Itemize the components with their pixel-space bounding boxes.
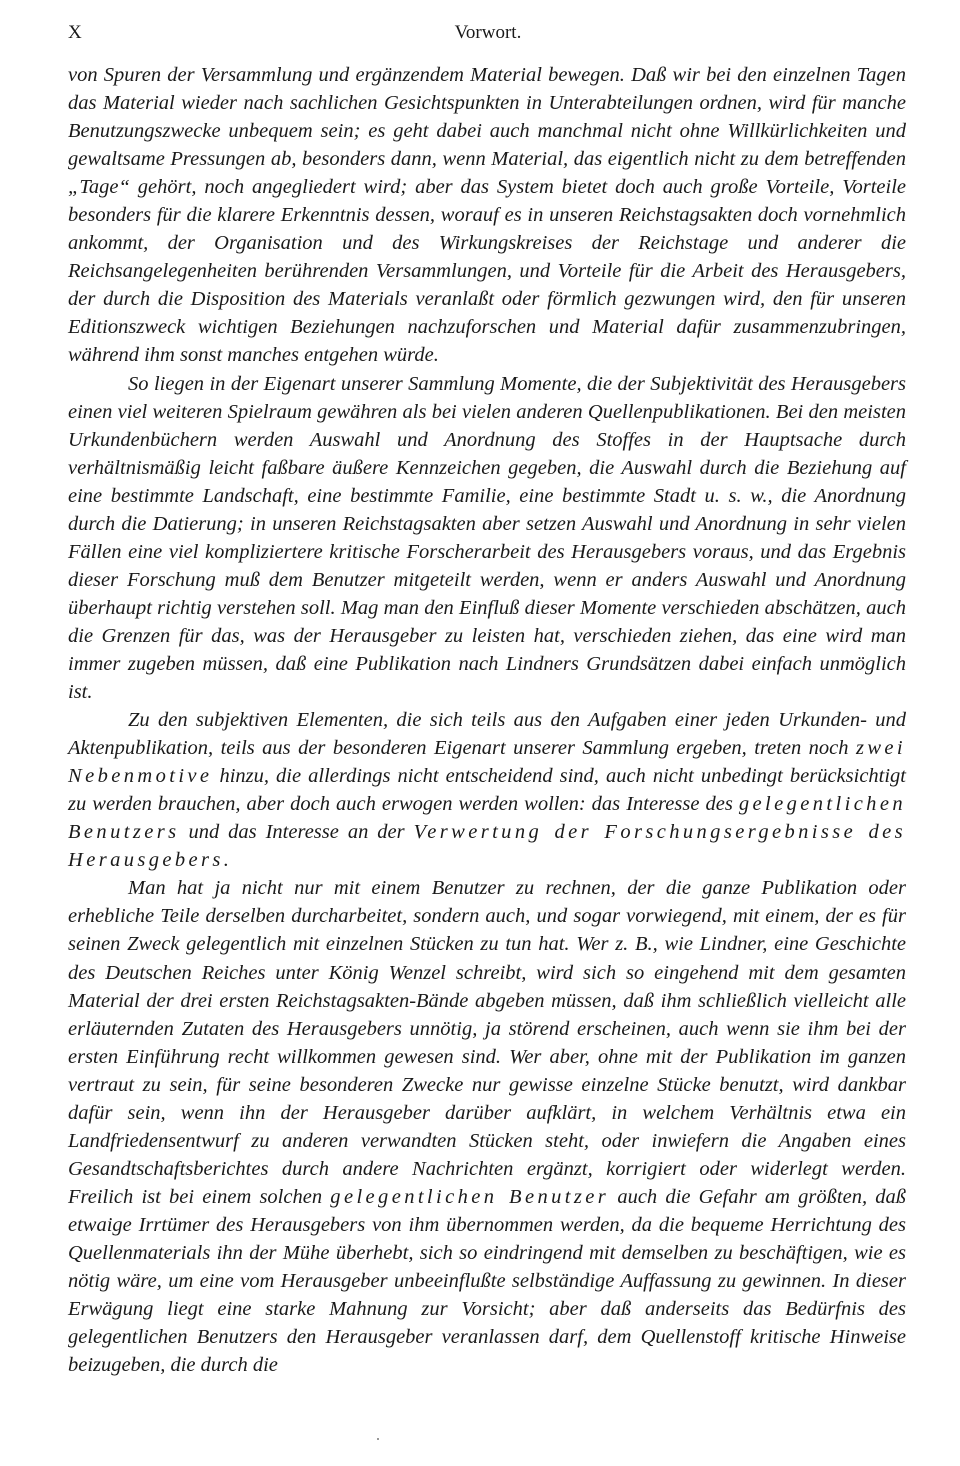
spaced-emphasis: Verwertung der Forschungsergebnisse des Herausgebers. bbox=[68, 821, 907, 872]
body-text bbox=[68, 61, 906, 1379]
print-speck bbox=[377, 1438, 379, 1440]
spaced-emphasis: zwei Nebenmotive bbox=[68, 737, 906, 788]
text-run: Zu den subjektiven Elementen, die sich teils aus den Aufgaben einer jeden Urkunden- und Aktenpublikation, teils aus der besonderen Eigenart unserer Sammlung ergeben, treten noch bbox=[68, 709, 906, 760]
text-run: Man hat ja nicht nur mit einem Benutzer zu rechnen, der die ganze Publikation oder erhebliche Teile derselben durcharbeitet, sondern auch, und sogar vorwiegend, mit einem, der es für seinen Zweck gelegentlich mit einzelnen Stücken zu tun hat. Wer z. B., wie Lindner, eine Geschichte des Deutschen Reiches unter König Wenzel schreibt, wird sich so eingehend mit dem gesamten Material der drei ersten Reichstagsakten-Bände abgeben müssen, daß ihm schließlich vielleicht alle erläuternden Zutaten des Herausgebers unnötig, ja störend erscheinen, auch wenn sie ihm bei der ersten Einführung recht willkommen gewesen sind. Wer aber, ohne mit der Publikation im ganzen vertraut zu sein, für seine besonderen Zwecke nur gewisse einzelne Stücke benutzt, wird dankbar dafür sein, wenn ihn der Herausgeber darüber aufklärt, in welchem Verhältnis etwa ein Landfriedensentwurf zu anderen verwandten Stücken steht, oder inwiefern die Angaben eines Gesandtschaftsberichtes durch andere Nachrichten ergänzt, korrigiert oder widerlegt werden. Freilich ist bei einem solchen bbox=[68, 877, 906, 1208]
paragraph-benutzer bbox=[68, 874, 906, 1379]
spaced-emphasis: gelegentlichen Benutzers bbox=[68, 793, 906, 844]
running-title: Vorwort. bbox=[454, 22, 522, 43]
paragraph-nebenmotive bbox=[68, 706, 906, 874]
page-number: X bbox=[68, 22, 83, 43]
text-run: auch die Gefahr am größten, daß etwaige Irrtümer des Herausgebers von ihm übernommen werden, da die bequeme Herrichtung des Quellenmaterials ihn der Mühe überhebt, sich so eindringend mit demselben zu beschäftigen, wie es nötig wäre, um eine vom Herausgeber unbeeinflußte selbständige Auffassung zu gewinnen. In dieser Erwägung liegt eine starke Mahnung zur Vorsicht; aber daß anderseits das Bedürfnis des gelegentlichen Benutzers den Herausgeber veranlassen darf, dem Quellenstoff kritische Hinweise beizugeben, die durch die bbox=[68, 1185, 907, 1377]
text-run: hinzu, die allerdings nicht entscheidend sind, auch nicht unbedingt berücksichtigt zu werden brauchen, aber doch auch erwogen werden wollen: das Interesse des bbox=[68, 765, 907, 816]
text-run: und das Interesse an der bbox=[188, 821, 405, 844]
page-header bbox=[68, 22, 908, 48]
spaced-emphasis: gelegentlichen Benutzer bbox=[330, 1185, 610, 1208]
paragraph-subjectivity: So liegen in der Eigenart unserer Sammlung Momente, die der Subjektivität des Herausgebers einen viel weiteren Spielraum gewähren als bei vielen anderen Quellenpublikationen. Bei den meisten Urkundenbüchern werden Auswahl und Anordnung des Stoffes in der Hauptsache durch verhältnismäßig leicht faßbare äußere Kennzeichen gegeben, die Auswahl durch die Beziehung auf eine bestimmte Landschaft, eine bestimmte Familie, eine bestimmte Stadt u. s. w., die Anordnung durch die Datierung; in unseren Reichstagsakten aber setzen Auswahl und Anordnung in sehr vielen Fällen eine viel kompliziertere kritische Forscherarbeit des Herausgebers voraus, und das Ergebnis dieser Forschung muß dem Benutzer mitgeteilt werden, wenn er anders Auswahl und Anordnung überhaupt richtig verstehen soll. Mag man den Einfluß dieser Momente verschieden abschätzen, auch die Grenzen für das, was der Herausgeber zu leisten hat, verschieden ziehen, das eine wird man immer zugeben müssen, daß eine Publikation nach Lindners Grundsätzen dabei einfach unmöglich ist. bbox=[68, 372, 906, 704]
paragraph-continuation: von Spuren der Versammlung und ergänzendem Material bewegen. Daß wir bei den einzelnen Tagen das Material wieder nach sachlichen Gesichtspunkten in Unterabteilungen ordnen, wird für manche Benutzungszwecke unbequem sein; es geht dabei auch manchmal nicht ohne Willkürlichkeiten und gewaltsame Pressungen ab, besonders dann, wenn Material, das eigentlich nicht zu dem betreffenden „Tage“ gehört, noch angegliedert wird; aber das System bietet doch auch große Vorteile, Vorteile besonders für die klarere Erkenntnis dessen, worauf es in unseren Reichstagsakten doch vornehmlich ankommt, der Organisation und des Wirkungskreises der Reichstage und anderer die Reichsangelegenheiten berührenden Versammlungen, und Vorteile für die Arbeit des Herausgebers, der durch die Disposition des Materials veranlaßt oder förmlich gezwungen wird, den für unseren Editionszweck wichtigen Beziehungen nachzuforschen und Material dafür zusammenzubringen, während ihm sonst manches entgehen würde. bbox=[68, 64, 906, 367]
